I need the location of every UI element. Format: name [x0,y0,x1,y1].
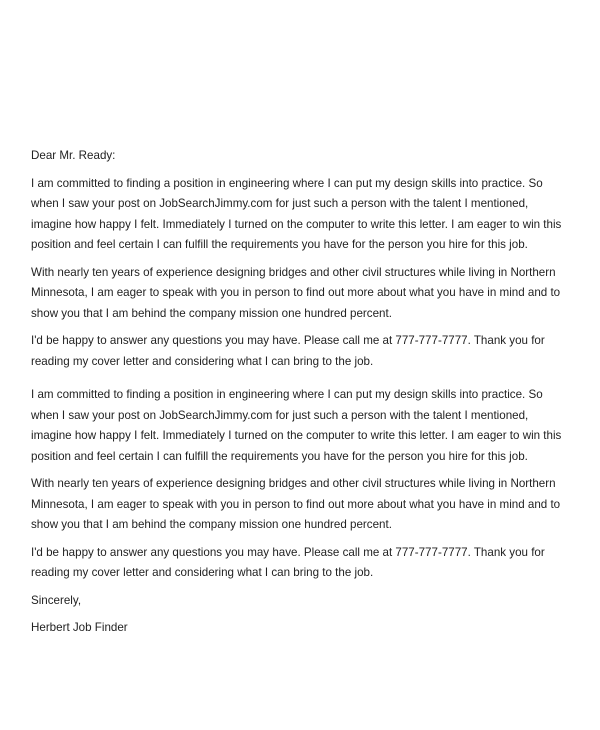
paragraph-line: I am committed to finding a position in engineering where I can put my design skills into practice. So [31,388,543,401]
paragraph-commitment [31,174,576,256]
closing: Sincerely, [31,593,82,607]
paragraph-line: reading my cover letter and considering what I can bring to the job. [31,566,374,579]
paragraph-experience-repeat [31,474,576,536]
paragraph-line: when I saw your post on JobSearchJimmy.com for just such a person with the talent I mentioned, [31,197,529,210]
paragraph-contact [31,331,576,372]
paragraph-line: I'd be happy to answer any questions you may have. Please call me at 777-777-7777. Thank you for [31,334,545,347]
paragraph-line: when I saw your post on JobSearchJimmy.com for just such a person with the talent I mentioned, [31,408,529,422]
paragraph-line: reading my cover letter and considering what I can bring to the job. [31,354,374,368]
paragraph-line: Minnesota, I am eager to speak with you in person to find out more about what you have in mind and to [31,497,561,511]
paragraph-line: Minnesota, I am eager to speak with you in person to find out more about what you have in mind and to [31,286,561,299]
paragraph-line: imagine how happy I felt. Immediately I turned on the computer to write this letter. I am eager to win this [31,429,562,442]
paragraph-experience [31,263,576,325]
paragraph-line: I'd be happy to answer any questions you may have. Please call me at 777-777-7777. Thank you for [31,545,545,559]
salutation: Dear Mr. Ready: [31,149,116,162]
paragraph-line: show you that I am behind the company mission one hundred percent. [31,518,392,531]
paragraph-line: I am committed to finding a position in engineering where I can put my design skills into practice. So [31,176,543,190]
paragraph-line: show you that I am behind the company mission one hundred percent. [31,306,392,320]
signature-name: Herbert Job Finder [31,621,128,634]
paragraph-line: With nearly ten years of experience designing bridges and other civil structures while living in Northern [31,477,556,490]
cover-letter [31,146,576,639]
paragraph-line: With nearly ten years of experience designing bridges and other civil structures while living in Northern [31,265,556,279]
paragraph-line: position and feel certain I can fulfill the requirements you have for the person you hire for this job. [31,238,528,251]
paragraph-commitment-repeat [31,385,576,467]
paragraph-line: position and feel certain I can fulfill the requirements you have for the person you hire for this job. [31,449,528,463]
paragraph-contact-repeat [31,543,576,584]
paragraph-line: imagine how happy I felt. Immediately I turned on the computer to write this letter. I am eager to win this [31,217,562,231]
